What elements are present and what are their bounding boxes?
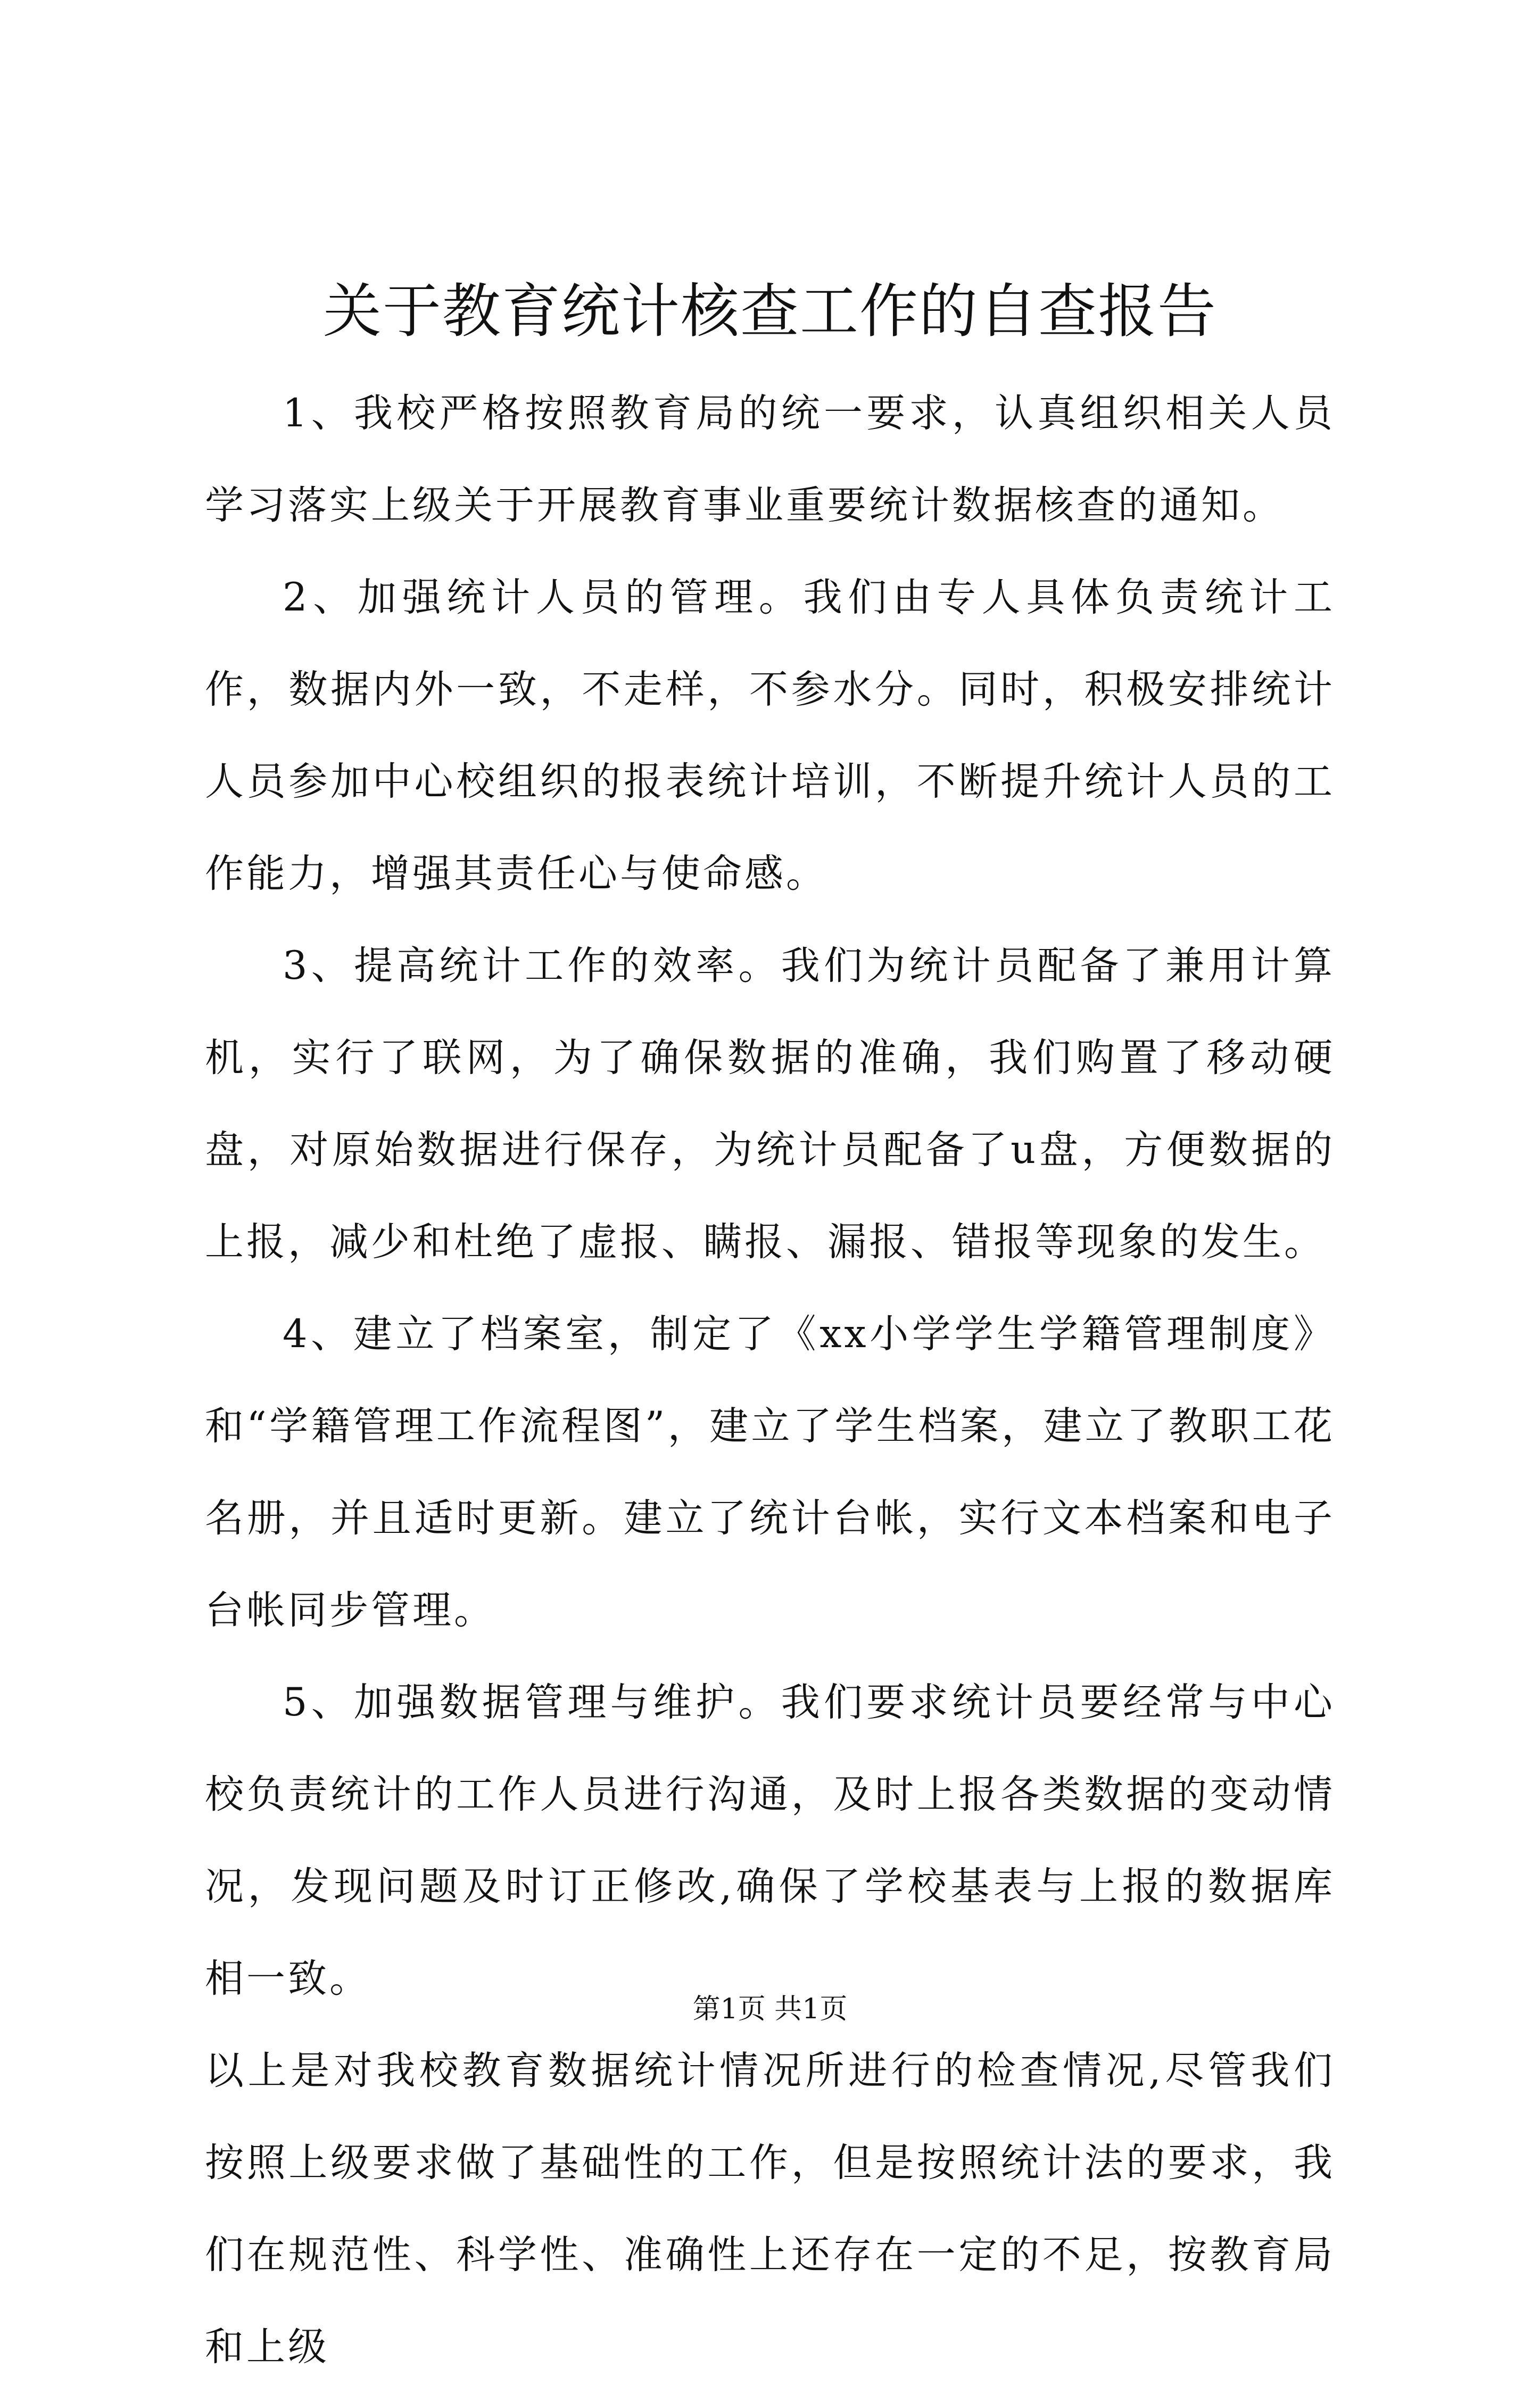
paragraph-6: 以上是对我校教育数据统计情况所进行的检查情况,尽管我们按照上级要求做了基础性的工作，但是按照统计法的要求，我们在规范性、科学性、准确性上还存在一定的不足，按教育局和上级: [205, 2048, 1335, 2370]
document-body: [205, 367, 1335, 2393]
paragraph-4: 4、建立了档案室，制定了《xx小学学生学籍管理制度》和“学籍管理工作流程图”，建立了学生档案，建立了教职工花名册，并且适时更新。建立了统计台帐，实行文本档案和电子台帐同步管理。: [205, 1311, 1335, 1633]
page-footer: 第1页 共1页: [692, 1993, 848, 2025]
paragraph-5: 5、加强数据管理与维护。我们要求统计员要经常与中心校负责统计的工作人员进行沟通，及时上报各类数据的变动情况，发现问题及时订正修改,确保了学校基表与上报的数据库相一致。: [205, 1680, 1335, 2001]
document-title: 关于教育统计核查工作的自查报告: [323, 277, 1217, 345]
paragraph-1: 1、我校严格按照教育局的统一要求，认真组织相关人员学习落实上级关于开展教育事业重要统计数据核查的通知。: [205, 391, 1335, 528]
paragraph-3: 3、提高统计工作的效率。我们为统计员配备了兼用计算机，实行了联网，为了确保数据的准确，我们购置了移动硬盘，对原始数据进行保存，为统计员配备了u盘，方便数据的上报，减少和杜绝了虚报、瞒报、漏报、错报等现象的发生。: [205, 943, 1335, 1265]
paragraph-2: 2、加强统计人员的管理。我们由专人具体负责统计工作，数据内外一致，不走样，不参水分。同时，积极安排统计人员参加中心校组织的报表统计培训，不断提升统计人员的工作能力，增强其责任心与使命感。: [205, 575, 1335, 896]
